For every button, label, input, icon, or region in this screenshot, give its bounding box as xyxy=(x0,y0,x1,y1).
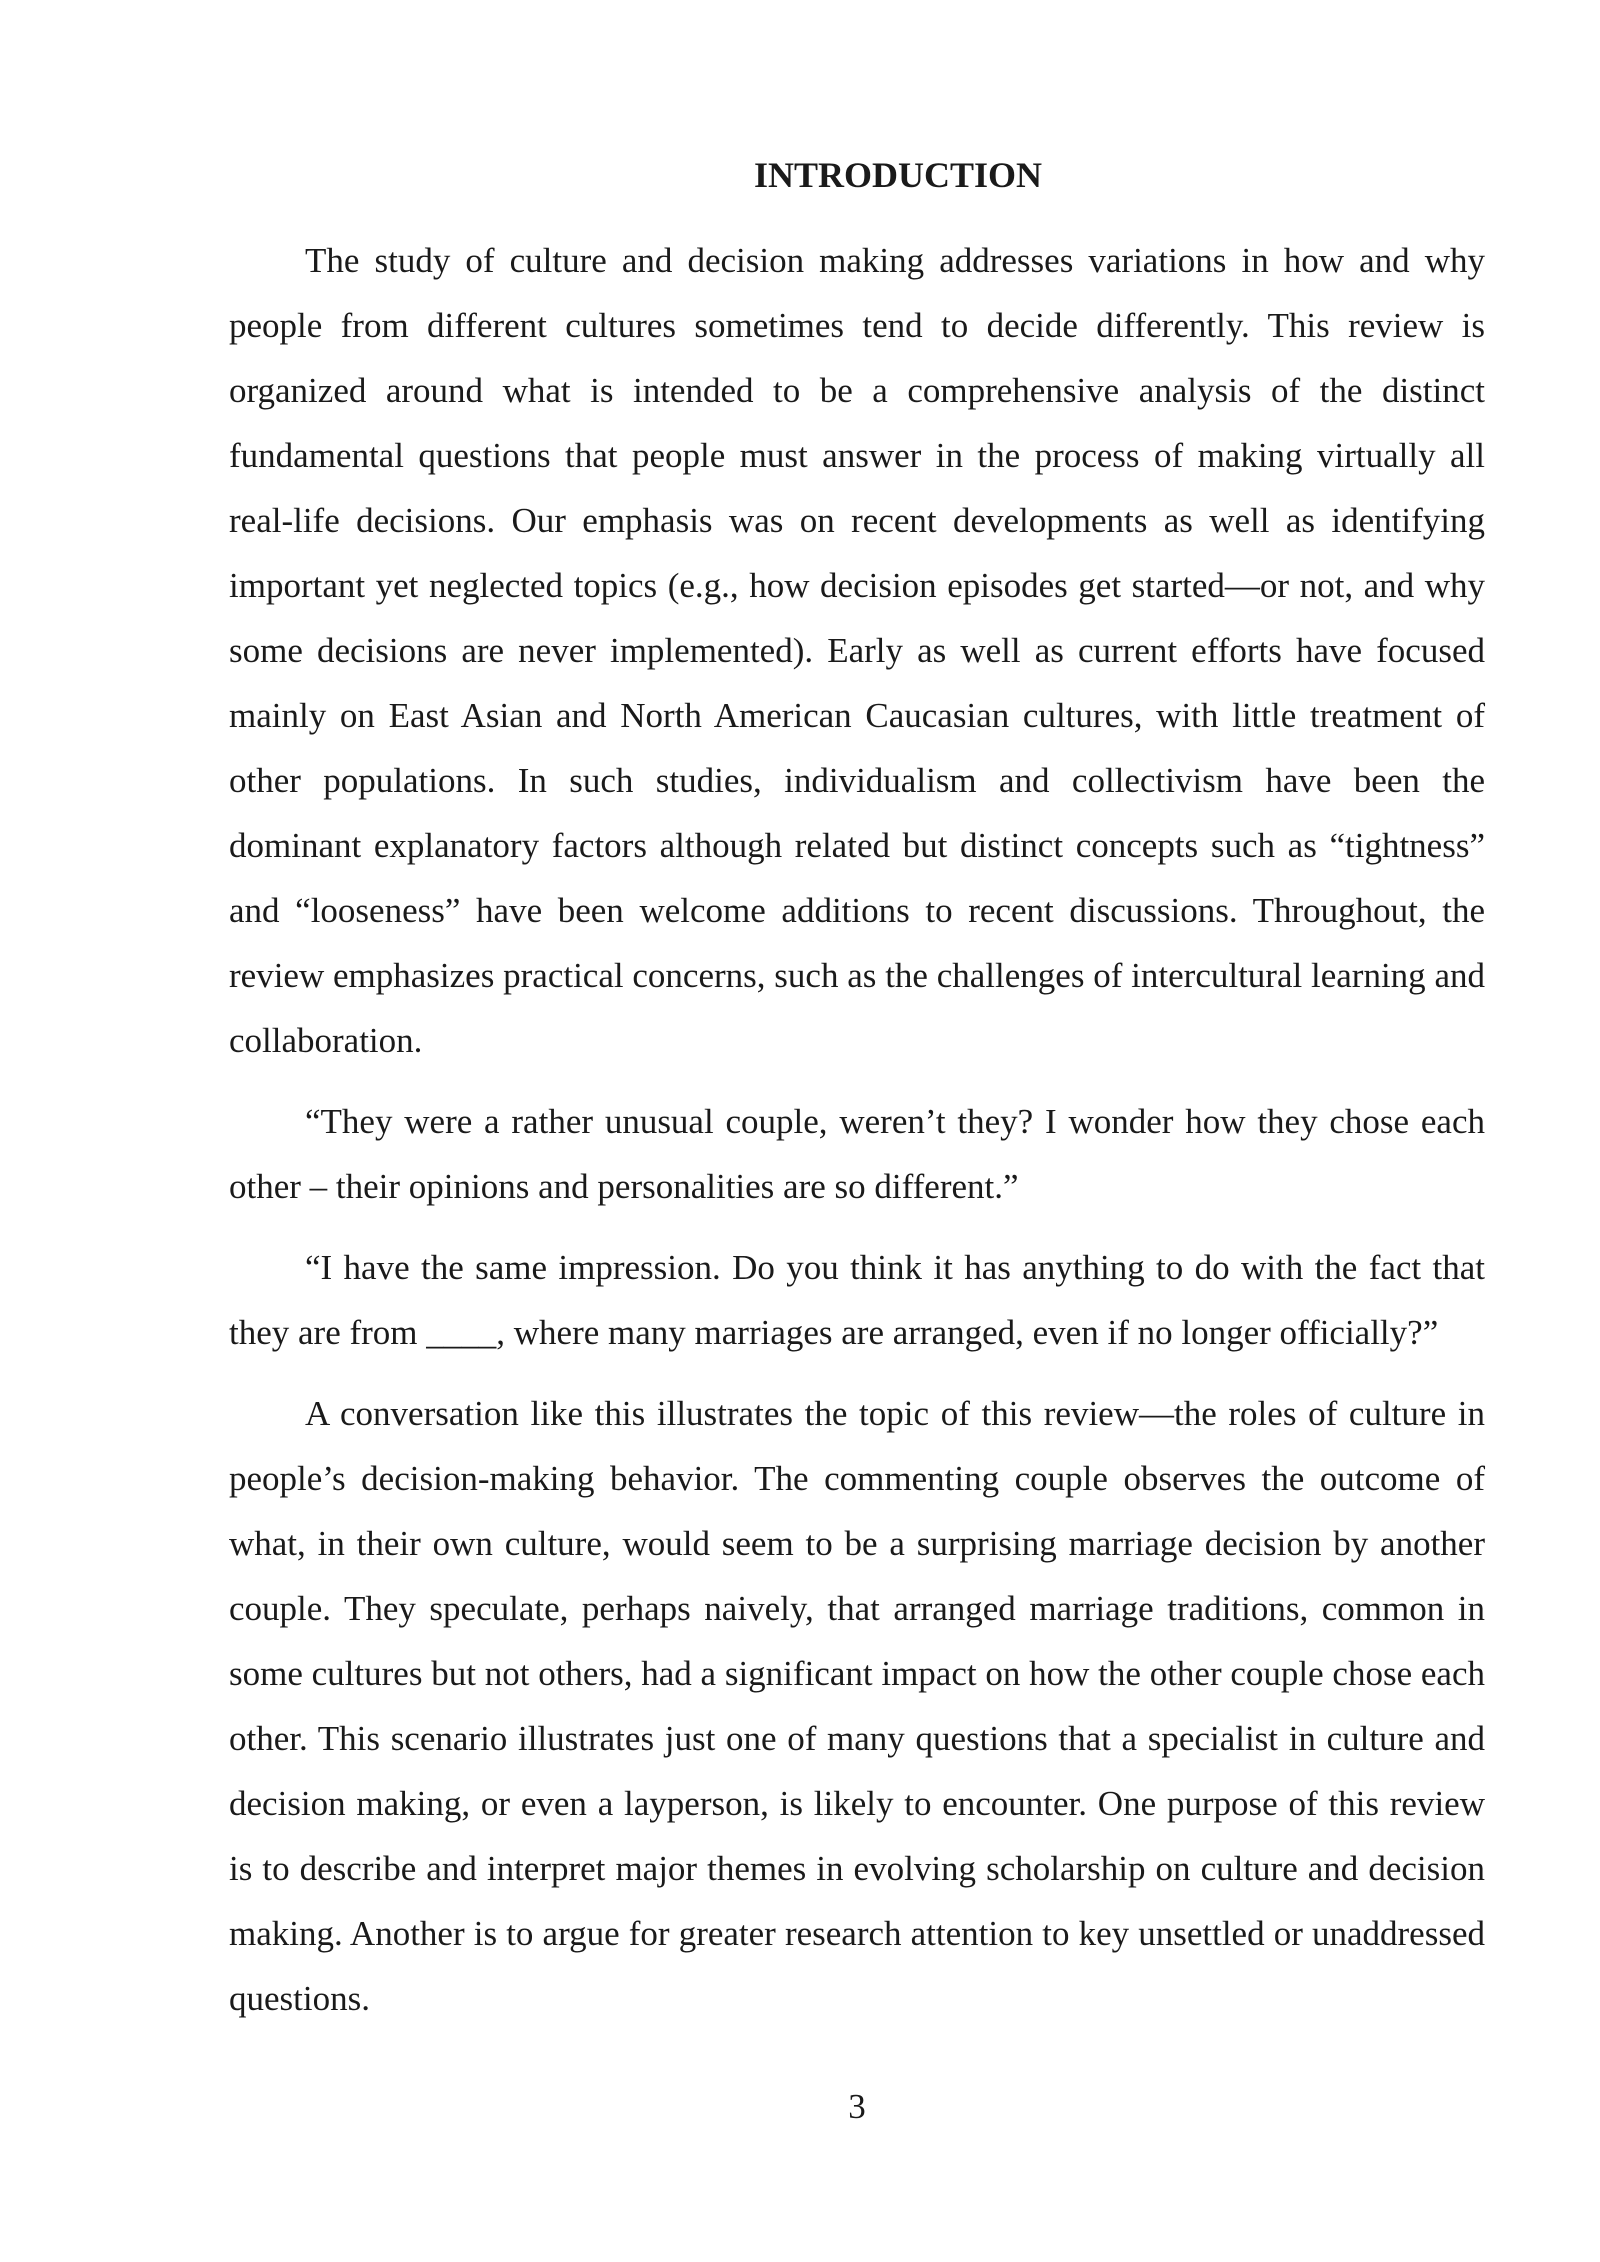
paragraph-intro: The study of culture and decision making addresses variations in how and why people from different cultures sometimes tend to decide differently. This review is organized around what is intended to be a comprehensive analysis of the distinct fundamental questions that people must answer in the process of making virtually all real-life decisions. Our emphasis was on recent developments as well as identifying important yet neglected topics (e.g., how decision episodes get started—or not, and why some decisions are never implemented). Early as well as current efforts have focused mainly on East Asian and North American Caucasian cultures, with little treatment of other populations. In such studies, individualism and collectivism have been the dominant explanatory factors although related but distinct concepts such as “tightness” and “looseness” have been welcome additions to recent discussions. Throughout, the review emphasizes practical concerns, such as the challenges of intercultural learning and collaboration. xyxy=(229,241,1485,1060)
paragraph-quote-2: “I have the same impression. Do you think it has anything to do with the fact that they are from ____, where many marriages are arranged, even if no longer officially?” xyxy=(229,1248,1485,1352)
page-number: 3 xyxy=(848,2087,866,2126)
paragraph-quote-1: “They were a rather unusual couple, weren’t they? I wonder how they chose each other – their opinions and personalities are so different.” xyxy=(229,1102,1485,1206)
body-text xyxy=(229,228,1485,2047)
paragraph-conversation: A conversation like this illustrates the topic of this review—the roles of culture in people’s decision-making behavior. The commenting couple observes the outcome of what, in their own culture, would seem to be a surprising marriage decision by another couple. They speculate, perhaps naively, that arranged marriage traditions, common in some cultures but not others, had a significant impact on how the other couple chose each other. This scenario illustrates just one of many questions that a specialist in culture and decision making, or even a layperson, is likely to encounter. One purpose of this review is to describe and interpret major themes in evolving scholarship on culture and decision making. Another is to argue for greater research attention to key unsettled or unaddressed questions. xyxy=(229,1394,1485,2018)
section-heading: INTRODUCTION xyxy=(753,155,1043,195)
